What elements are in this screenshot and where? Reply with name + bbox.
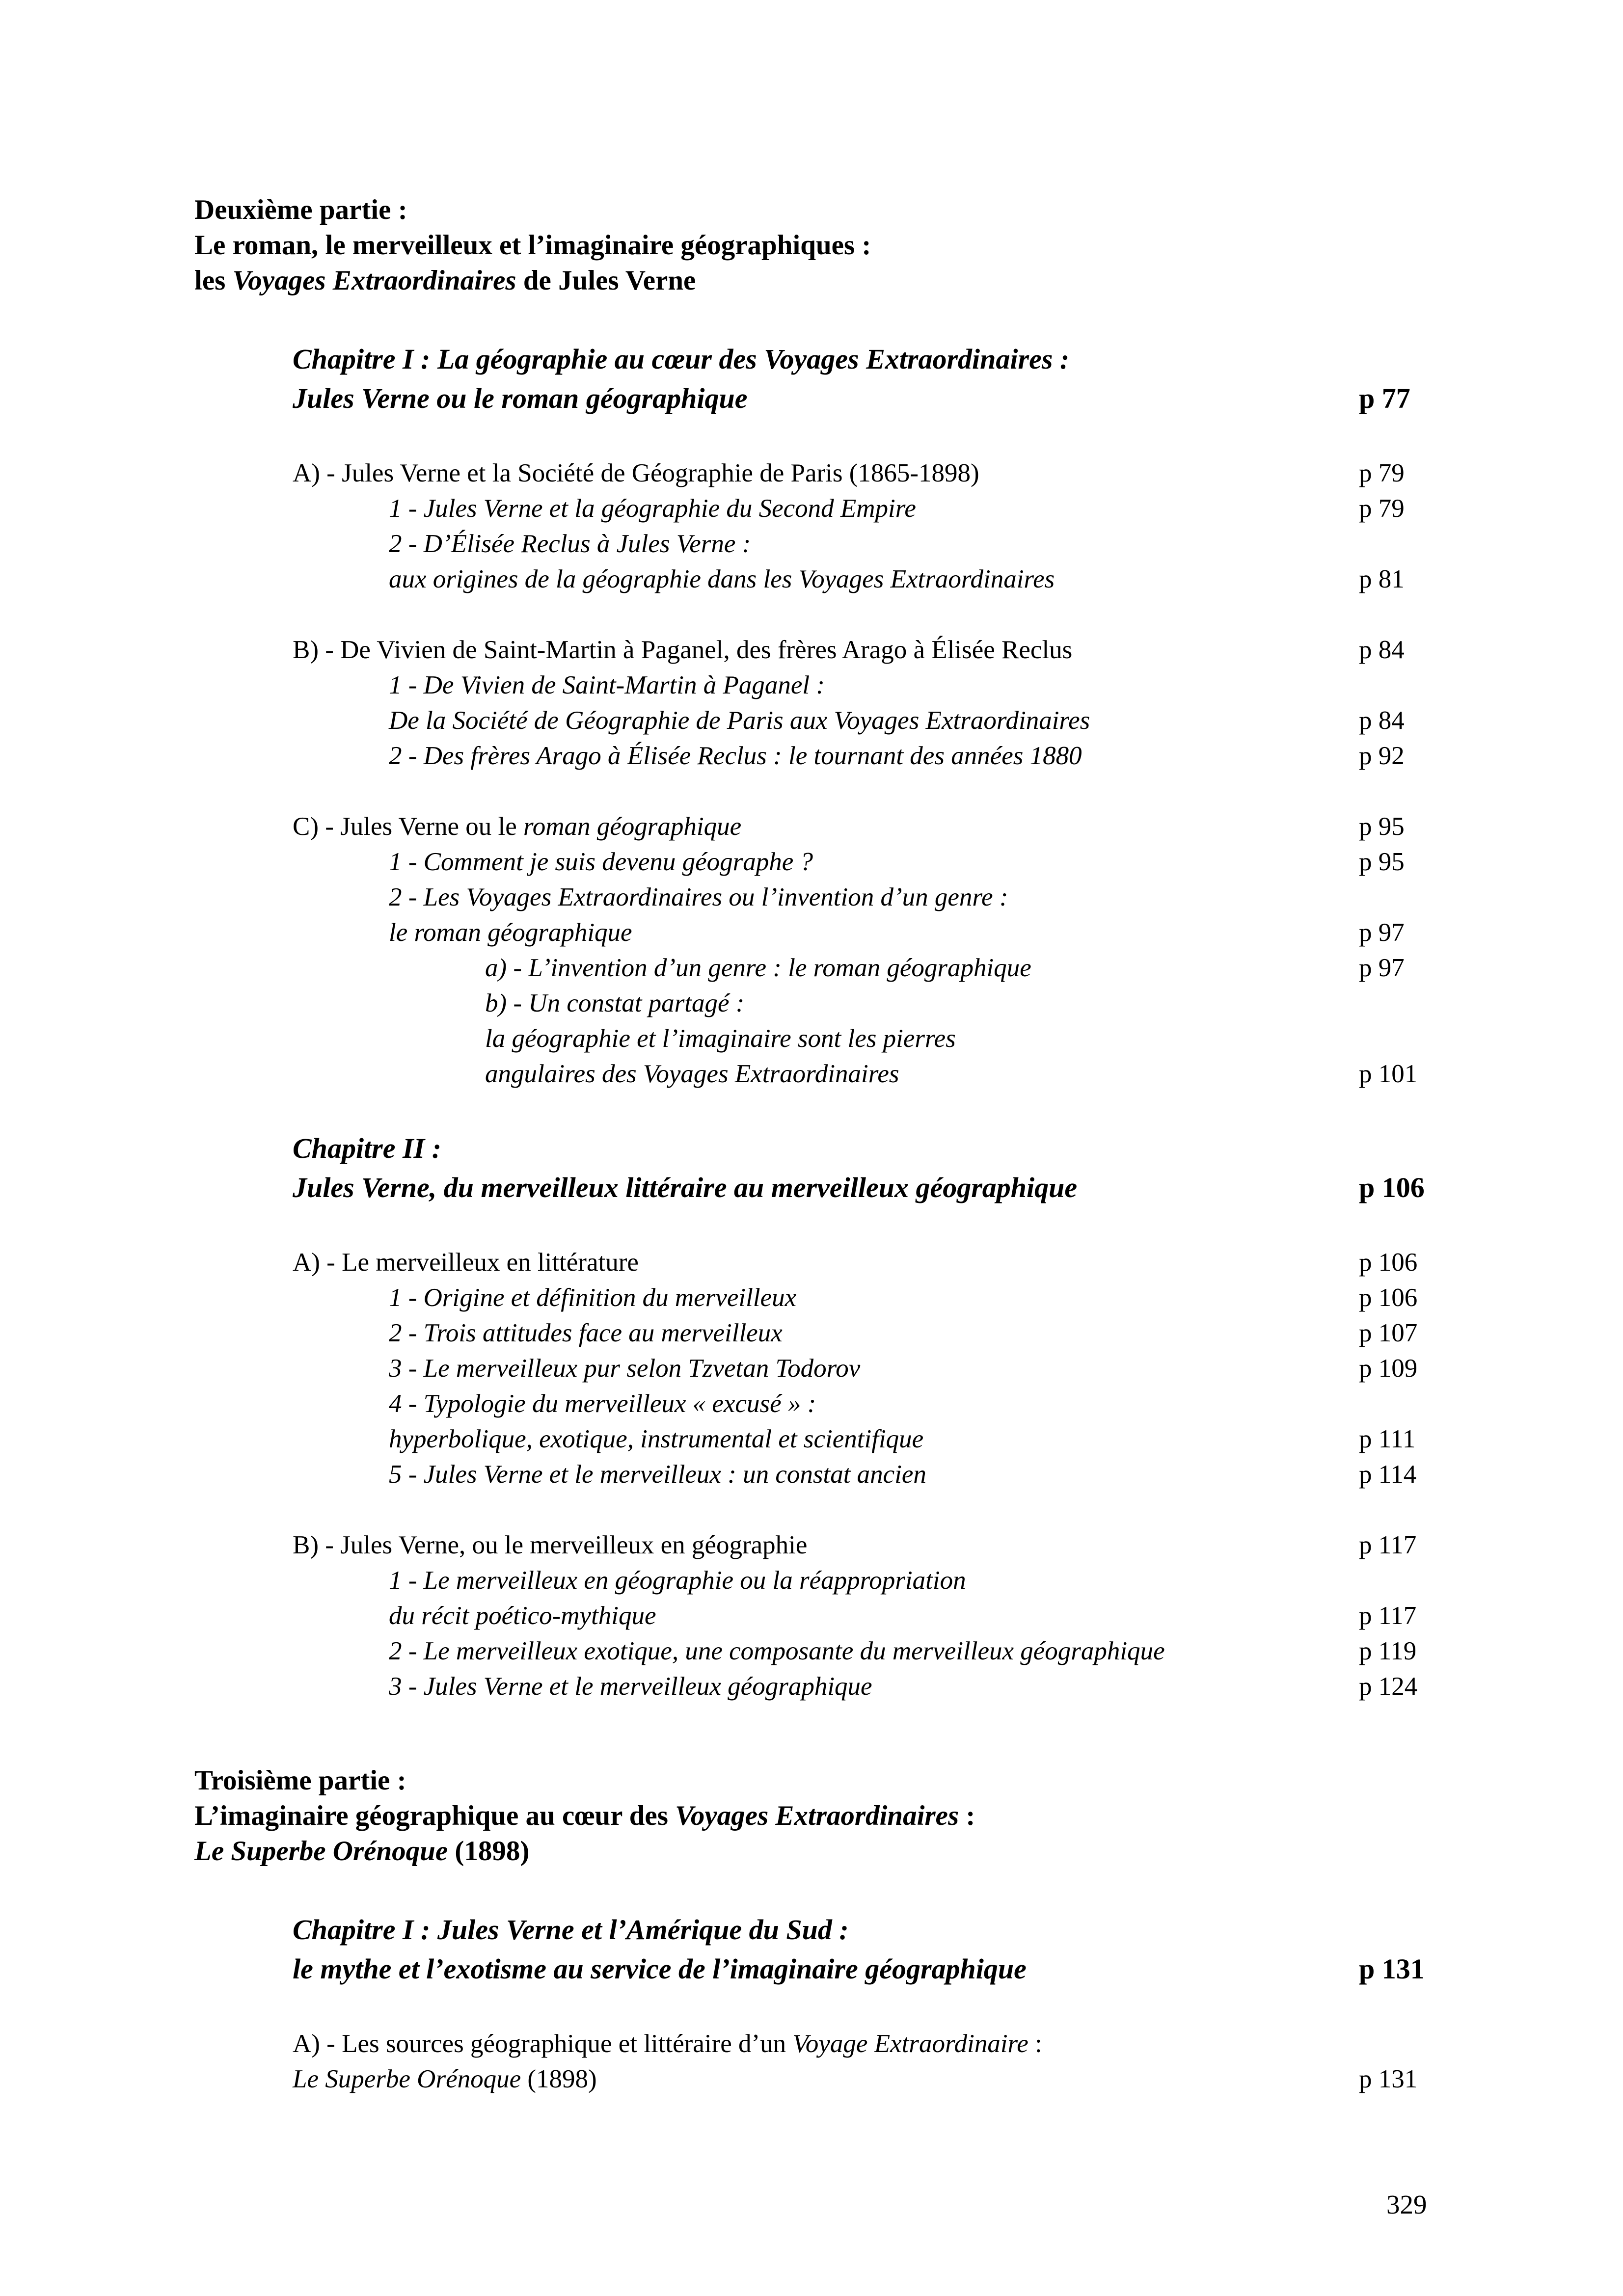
toc-entry-label bbox=[293, 2061, 597, 2097]
text-segment: Voyages Extraordinaires bbox=[232, 265, 516, 296]
toc-page-ref: p 77 bbox=[1359, 382, 1410, 414]
toc-entry-label bbox=[389, 844, 813, 880]
toc-chapter bbox=[0, 1170, 1623, 1205]
toc-subsection bbox=[0, 1669, 1623, 1704]
toc-chapter bbox=[0, 1131, 1623, 1166]
toc-entry-label bbox=[389, 1280, 796, 1315]
text-segment: Jules Verne ou le roman géographique bbox=[293, 382, 748, 414]
text-segment: Voyage Extraordinaire bbox=[792, 2029, 1028, 2058]
text-segment: angulaires des Voyages Extraordinaires bbox=[485, 1060, 899, 1088]
toc-section bbox=[0, 809, 1623, 844]
toc-entry-label bbox=[293, 1527, 807, 1563]
text-segment: du récit poético-mythique bbox=[389, 1602, 656, 1630]
text-segment: aux origines de la géographie dans les Voyages Extraordinaires bbox=[389, 565, 1055, 593]
toc-page-ref: p 97 bbox=[1359, 954, 1405, 982]
toc-page-ref: p 79 bbox=[1359, 459, 1405, 487]
toc-subsection bbox=[0, 1386, 1623, 1421]
text-segment: 2 - Les Voyages Extraordinaires ou l’invention d’un genre : bbox=[389, 883, 1008, 911]
toc-page-ref: p 101 bbox=[1359, 1060, 1418, 1088]
part-heading-line bbox=[194, 263, 871, 298]
text-segment: Chapitre I : La géographie au cœur des Voyages Extraordinaires : bbox=[293, 343, 1070, 375]
text-segment: a) - L’invention d’un genre : le roman géographique bbox=[485, 954, 1031, 982]
toc-page-ref: p 84 bbox=[1359, 636, 1405, 664]
toc-page-ref: p 117 bbox=[1359, 1602, 1417, 1630]
text-segment: roman géographique bbox=[523, 812, 742, 841]
text-segment: L’imaginaire géographique au cœur des bbox=[194, 1800, 676, 1831]
toc-section-cont bbox=[0, 2061, 1623, 2097]
toc-subsection bbox=[0, 1457, 1623, 1492]
toc-section bbox=[0, 1527, 1623, 1563]
text-segment: les bbox=[194, 265, 233, 296]
text-segment: hyperbolique, exotique, instrumental et scientifique bbox=[389, 1425, 924, 1453]
text-segment: A) - Les sources géographique et littéraire d’un bbox=[293, 2029, 793, 2058]
page-number: 329 bbox=[1386, 2189, 1427, 2219]
toc-entry-label bbox=[293, 1245, 639, 1280]
toc-entry-label bbox=[389, 1351, 860, 1386]
toc-entry-label bbox=[389, 1386, 816, 1421]
toc-entry-label bbox=[293, 455, 979, 491]
text-segment: Jules Verne, du merveilleux littéraire au merveilleux géographique bbox=[293, 1172, 1078, 1203]
toc-subsection bbox=[0, 844, 1623, 880]
part-heading-troisieme bbox=[194, 1763, 975, 1869]
toc-entry-label bbox=[389, 738, 1082, 774]
toc-subsection bbox=[0, 1633, 1623, 1669]
toc-subsubsection bbox=[0, 950, 1623, 986]
toc-subsection bbox=[0, 738, 1623, 774]
toc-entry-label bbox=[293, 1912, 849, 1948]
toc-subsubsection bbox=[0, 986, 1623, 1021]
text-segment: 4 - Typologie du merveilleux « excusé » : bbox=[389, 1389, 816, 1418]
text-segment: 3 - Jules Verne et le merveilleux géographique bbox=[389, 1672, 872, 1701]
toc-section bbox=[0, 455, 1623, 491]
text-segment: 2 - D’Élisée Reclus à Jules Verne : bbox=[389, 530, 751, 558]
toc-subsection-cont bbox=[0, 561, 1623, 597]
text-segment: Troisième partie : bbox=[194, 1765, 406, 1796]
toc-page-ref: p 131 bbox=[1359, 2065, 1418, 2093]
part-heading-line bbox=[194, 1834, 975, 1869]
toc-subsection bbox=[0, 1563, 1623, 1598]
text-segment: Chapitre II : bbox=[293, 1132, 441, 1164]
toc-subsection bbox=[0, 1280, 1623, 1315]
text-segment: 1 - De Vivien de Saint-Martin à Paganel : bbox=[389, 671, 825, 699]
text-segment: 1 - Jules Verne et la géographie du Second Empire bbox=[389, 494, 916, 523]
toc-entry-label bbox=[389, 526, 751, 561]
toc-entry-label bbox=[485, 1021, 956, 1056]
toc-entry-label bbox=[389, 1633, 1165, 1669]
text-segment: C) - Jules Verne ou le bbox=[293, 812, 524, 841]
toc-chapter bbox=[0, 1912, 1623, 1948]
text-segment: Chapitre I : Jules Verne et l’Amérique du Sud : bbox=[293, 1914, 849, 1946]
toc-entry-label bbox=[293, 632, 1072, 667]
toc-page-ref: p 119 bbox=[1359, 1637, 1417, 1665]
text-segment: : bbox=[959, 1800, 975, 1831]
text-segment: la géographie et l’imaginaire sont les pierres bbox=[485, 1024, 956, 1053]
toc-subsection bbox=[0, 491, 1623, 526]
part-heading-line bbox=[194, 1798, 975, 1834]
toc-subsection bbox=[0, 667, 1623, 703]
text-segment: le roman géographique bbox=[389, 918, 632, 947]
toc-entry-label bbox=[293, 1170, 1077, 1205]
toc-chapter bbox=[0, 381, 1623, 416]
toc-section bbox=[0, 2026, 1623, 2061]
toc-entry-label bbox=[389, 1598, 656, 1633]
toc-page-ref: p 95 bbox=[1359, 812, 1405, 841]
toc-entry-label bbox=[389, 561, 1055, 597]
text-segment: Le Superbe Orénoque bbox=[293, 2065, 521, 2093]
text-segment: 3 - Le merveilleux pur selon Tzvetan Todorov bbox=[389, 1354, 861, 1383]
toc-subsection-cont bbox=[0, 915, 1623, 950]
toc-entry-label bbox=[293, 2026, 1042, 2061]
toc-entry-label bbox=[389, 667, 825, 703]
text-segment: de Jules Verne bbox=[516, 265, 696, 296]
toc-page-ref: p 79 bbox=[1359, 494, 1405, 523]
toc-entry-label bbox=[293, 381, 748, 416]
toc-entry-label bbox=[485, 950, 1031, 986]
toc-subsubsection-cont bbox=[0, 1021, 1623, 1056]
toc-entry-label bbox=[485, 986, 744, 1021]
text-segment: (1898) bbox=[448, 1836, 530, 1867]
toc-page-ref: p 107 bbox=[1359, 1319, 1418, 1347]
text-segment: Le Superbe Orénoque bbox=[194, 1836, 448, 1867]
toc-entry-label bbox=[389, 703, 1090, 738]
toc-section bbox=[0, 1245, 1623, 1280]
part-heading-line bbox=[194, 1763, 975, 1798]
part-heading-line bbox=[194, 228, 871, 263]
toc-page-ref: p 97 bbox=[1359, 918, 1405, 947]
toc-subsection-cont bbox=[0, 1598, 1623, 1633]
toc-subsection-cont bbox=[0, 703, 1623, 738]
text-segment: A) - Le merveilleux en littérature bbox=[293, 1248, 639, 1277]
text-segment: 1 - Le merveilleux en géographie ou la réappropriation bbox=[389, 1566, 966, 1595]
text-segment: b) - Un constat partagé : bbox=[485, 989, 745, 1017]
toc-entry-label bbox=[485, 1056, 899, 1092]
toc-entry-label bbox=[293, 1131, 441, 1166]
toc-page-ref: p 81 bbox=[1359, 565, 1405, 593]
toc-subsection bbox=[0, 1315, 1623, 1351]
toc-subsection-cont bbox=[0, 1421, 1623, 1457]
toc-entry-label bbox=[389, 491, 916, 526]
toc-page-ref: p 131 bbox=[1359, 1953, 1425, 1985]
text-segment: 2 - Trois attitudes face au merveilleux bbox=[389, 1319, 783, 1347]
text-segment: B) - De Vivien de Saint-Martin à Paganel, des frères Arago à Élisée Reclus bbox=[293, 636, 1073, 664]
toc-subsection bbox=[0, 1351, 1623, 1386]
text-segment: B) - Jules Verne, ou le merveilleux en géographie bbox=[293, 1531, 808, 1559]
text-segment: A) - Jules Verne et la Société de Géographie de Paris (1865-1898) bbox=[293, 459, 979, 487]
text-segment: Deuxième partie : bbox=[194, 194, 407, 225]
text-segment: 2 - Le merveilleux exotique, une composante du merveilleux géographique bbox=[389, 1637, 1165, 1665]
toc-section bbox=[0, 632, 1623, 667]
toc-entry-label bbox=[293, 809, 741, 844]
toc-page-ref: p 111 bbox=[1359, 1425, 1416, 1453]
toc-page-ref: p 106 bbox=[1359, 1172, 1425, 1203]
text-segment: 1 - Comment je suis devenu géographe ? bbox=[389, 848, 813, 876]
toc-subsection bbox=[0, 526, 1623, 561]
text-segment: Le roman, le merveilleux et l’imaginaire géographiques : bbox=[194, 230, 871, 261]
text-segment: : bbox=[1028, 2029, 1042, 2058]
toc-entry-label bbox=[389, 1563, 966, 1598]
toc-chapter bbox=[0, 1951, 1623, 1987]
toc-entry-label bbox=[389, 915, 632, 950]
text-segment: Voyages Extraordinaires bbox=[675, 1800, 959, 1831]
toc-page-ref: p 106 bbox=[1359, 1283, 1418, 1312]
text-segment: 5 - Jules Verne et le merveilleux : un constat ancien bbox=[389, 1460, 926, 1489]
toc-page-ref: p 124 bbox=[1359, 1672, 1418, 1701]
text-segment: 1 - Origine et définition du merveilleux bbox=[389, 1283, 797, 1312]
toc-page-ref: p 109 bbox=[1359, 1354, 1418, 1383]
toc-entry-label bbox=[389, 1669, 872, 1704]
part-heading-deuxieme bbox=[194, 192, 871, 298]
toc-entry-label bbox=[389, 1421, 923, 1457]
toc-entry-label bbox=[293, 1951, 1027, 1987]
toc-page-ref: p 114 bbox=[1359, 1460, 1417, 1489]
toc-subsubsection-cont bbox=[0, 1056, 1623, 1092]
text-segment: De la Société de Géographie de Paris aux Voyages Extraordinaires bbox=[389, 706, 1090, 735]
text-segment: 2 - Des frères Arago à Élisée Reclus : le tournant des années 1880 bbox=[389, 742, 1082, 770]
toc-page-ref: p 117 bbox=[1359, 1531, 1417, 1559]
toc-entry-label bbox=[389, 880, 1008, 915]
toc-entry-label bbox=[389, 1457, 926, 1492]
toc-subsection bbox=[0, 880, 1623, 915]
toc-page-ref: p 92 bbox=[1359, 742, 1405, 770]
part-heading-line bbox=[194, 192, 871, 228]
toc-entry-label bbox=[389, 1315, 783, 1351]
toc-page-ref: p 84 bbox=[1359, 706, 1405, 735]
toc-chapter bbox=[0, 342, 1623, 377]
text-segment: le mythe et l’exotisme au service de l’imaginaire géographique bbox=[293, 1953, 1027, 1985]
text-segment: (1898) bbox=[521, 2065, 597, 2093]
toc-page-ref: p 95 bbox=[1359, 848, 1405, 876]
toc-entry-label bbox=[293, 342, 1069, 377]
toc-page-ref: p 106 bbox=[1359, 1248, 1418, 1277]
